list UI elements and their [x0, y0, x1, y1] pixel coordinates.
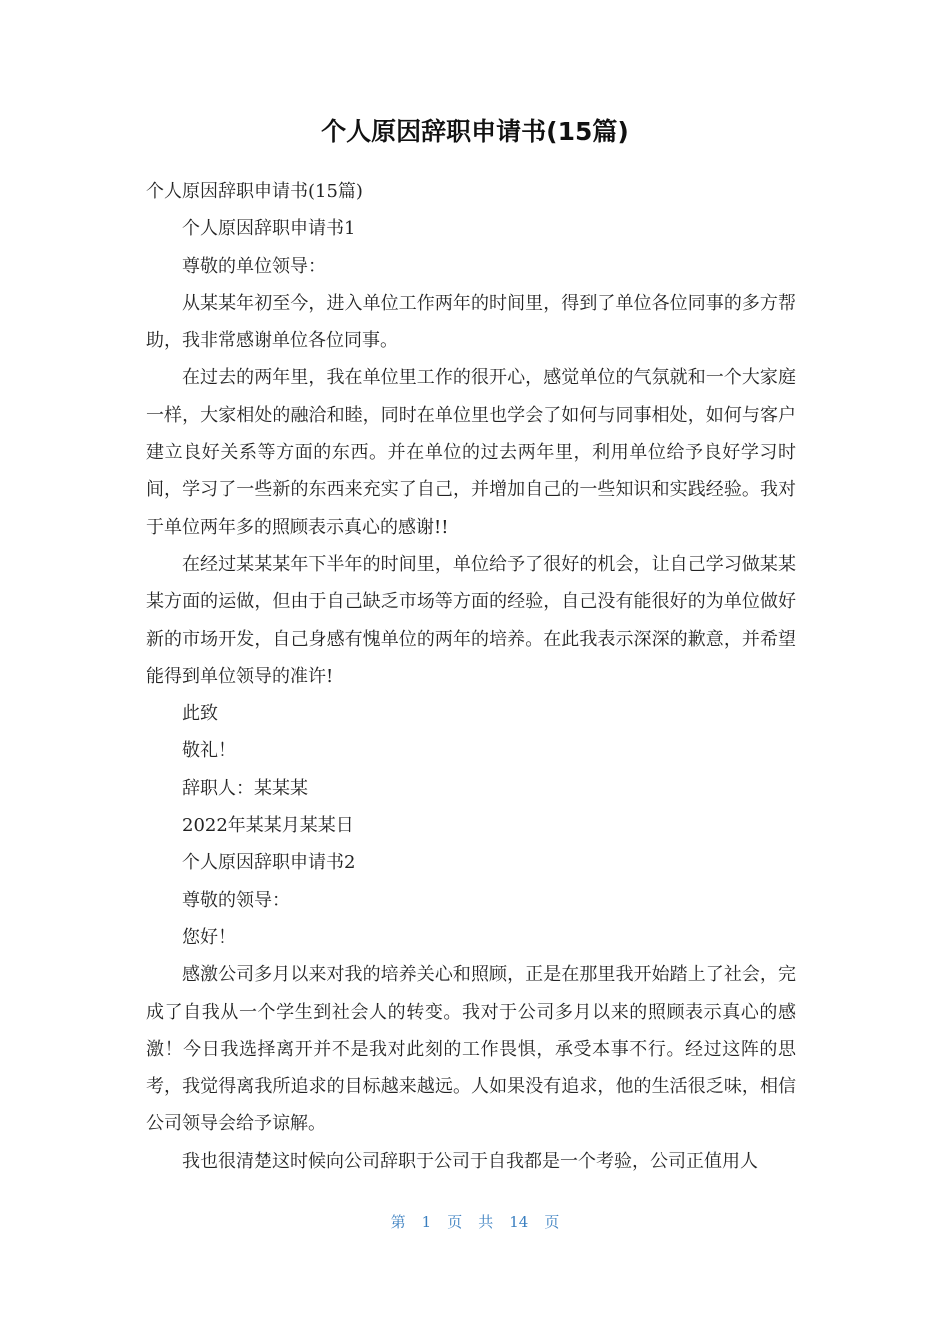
paragraph: 2022年某某月某某日: [182, 815, 354, 837]
paragraph: 在经过某某某年下半年的时间里，单位给予了很好的机会，让自己学习做某某某方面的运做，但由于自己缺乏市场等方面的经验，自己没有能很好的为单位做好新的市场开发，自己身感有愧单位的两年的培养。在此我表示深深的歉意，并希望能得到单位领导的准许!: [146, 553, 796, 687]
paragraph: 我也很清楚这时候向公司辞职于公司于自我都是一个考验，公司正值用人: [182, 1150, 758, 1172]
footer-page-label: 第: [390, 1213, 406, 1231]
footer-current-page: 1: [421, 1213, 432, 1231]
paragraph: 在过去的两年里，我在单位里工作的很开心，感觉单位的气氛就和一个大家庭一样，大家相处的融洽和睦，同时在单位里也学会了如何与同事相处，如何与客户建立良好关系等方面的东西。并在单位的过去两年里，利用单位给予良好学习时间，学习了一些新的东西来充实了自己，并增加自己的一些知识和实践经验。我对于单位两年多的照顾表示真心的感谢!!: [146, 367, 796, 538]
paragraph: 尊敬的单位领导：: [182, 255, 326, 277]
footer-total-pages: 14: [509, 1213, 529, 1231]
paragraph: 此致: [182, 703, 218, 725]
paragraph: 从某某年初至今，进入单位工作两年的时间里，得到了单位各位同事的多方帮助，我非常感谢单位各位同事。: [146, 292, 796, 352]
paragraph: 尊敬的领导：: [182, 889, 290, 911]
paragraph: 您好！: [182, 926, 236, 948]
footer-page-label: 页: [544, 1213, 560, 1231]
footer-page-label: 页: [447, 1213, 463, 1231]
paragraph: 感激公司多月以来对我的培养关心和照顾，正是在那里我开始踏上了社会，完成了自我从一个学生到社会人的转变。我对于公司多月以来的照顾表示真心的感激！今日我选择离开并不是我对此刻的工作畏惧，承受本事不行。经过这阵的思考，我觉得离我所追求的目标越来越远。人如果没有追求，他的生活很乏味，相信公司领导会给予谅解。: [146, 964, 796, 1135]
document-title: 个人原因辞职申请书(15篇): [321, 117, 629, 146]
paragraph: 个人原因辞职申请书1: [182, 218, 356, 240]
paragraph: 敬礼！: [182, 740, 236, 762]
paragraph: 辞职人：某某某: [182, 777, 308, 799]
footer-total-label: 共: [478, 1213, 494, 1231]
paragraph: 个人原因辞职申请书(15篇): [146, 181, 363, 202]
document-body: [146, 173, 796, 1180]
paragraph: 个人原因辞职申请书2: [182, 852, 356, 874]
page-footer: [0, 1210, 950, 1234]
